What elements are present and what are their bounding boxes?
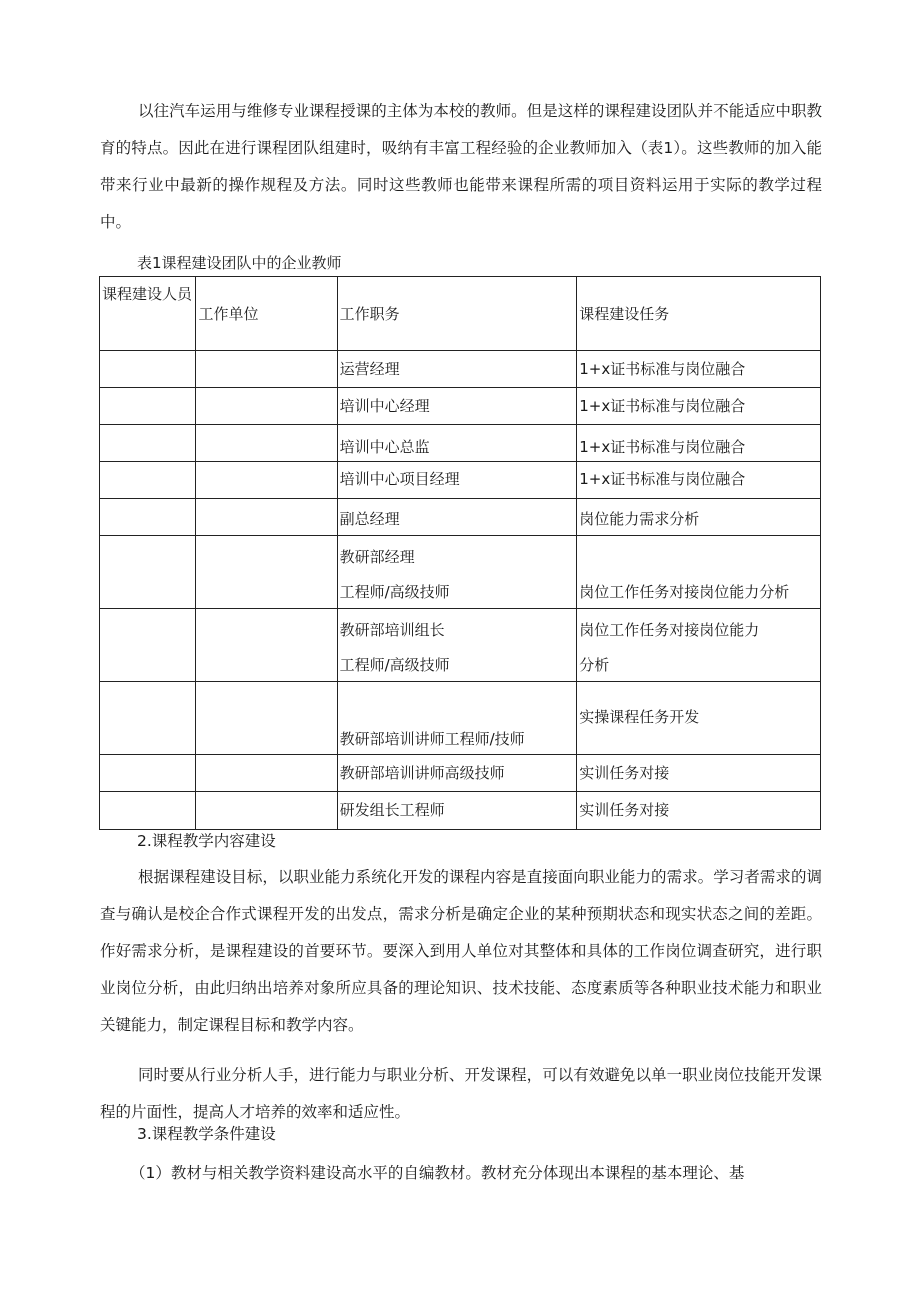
- cell-unit: [196, 682, 337, 755]
- cell-person: [100, 609, 196, 682]
- intro-paragraph: 以往汽车运用与维修专业课程授课的主体为本校的教师。但是这样的课程建设团队并不能适应中职教育的特点。因此在进行课程团队组建时，吸纳有丰富工程经验的企业教师加入（表1）。这些教师的加入能带来行业中最新的操作规程及方法。同时这些教师也能带来课程所需的项目资料运用于实际的教学过程中。: [100, 102, 822, 231]
- table-row: [100, 536, 821, 609]
- teacher-table: [99, 276, 821, 830]
- cell-position: [337, 609, 577, 682]
- task-line: 实操课程任务开发: [579, 708, 700, 726]
- position-line: 教研部培训讲师高级技师: [339, 764, 505, 782]
- cell-task: [577, 462, 821, 499]
- position-line: 培训中心项目经理: [339, 470, 460, 488]
- cell-unit: [196, 462, 337, 499]
- header-task: 课程建设任务: [577, 277, 821, 351]
- cell-unit: [196, 755, 337, 792]
- cell-person: [100, 351, 196, 388]
- cell-position: [337, 425, 577, 462]
- cell-task: [577, 351, 821, 388]
- cell-position: [337, 682, 577, 755]
- task-line: 岗位工作任务对接岗位能力: [579, 621, 760, 639]
- cell-task: [577, 682, 821, 755]
- header-unit: 工作单位: [196, 277, 337, 351]
- task-line: 1+x证书标准与岗位融合: [579, 438, 746, 456]
- position-line: 副总经理: [339, 510, 400, 528]
- section2-paragraph-2: 同时要从行业分析人手，进行能力与职业分析、开发课程，可以有效避免以单一职业岗位技能开发课程的片面性，提高人才培养的效率和适应性。: [100, 1066, 822, 1121]
- position-line: 运营经理: [339, 360, 400, 378]
- cell-person: [100, 792, 196, 830]
- cell-person: [100, 425, 196, 462]
- position-line: 工程师/高级技师: [339, 656, 450, 674]
- cell-unit: [196, 425, 337, 462]
- cell-position: [337, 792, 577, 830]
- table-header-row: [100, 277, 821, 351]
- cell-person: [100, 682, 196, 755]
- table-row: [100, 682, 821, 755]
- cell-unit: [196, 499, 337, 536]
- task-line: 岗位工作任务对接岗位能力分析: [579, 583, 790, 601]
- cell-unit: [196, 609, 337, 682]
- header-person: 课程建设人员: [100, 277, 196, 351]
- cell-person: [100, 755, 196, 792]
- cell-unit: [196, 536, 337, 609]
- position-line: 研发组长工程师: [339, 801, 445, 819]
- cell-person: [100, 536, 196, 609]
- task-line: 1+x证书标准与岗位融合: [579, 397, 746, 415]
- cell-task: [577, 388, 821, 425]
- task-line: 实训任务对接: [579, 801, 670, 819]
- cell-position: [337, 499, 577, 536]
- section2-paragraph: 根据课程建设目标，以职业能力系统化开发的课程内容是直接面向职业能力的需求。学习者需求的调查与确认是校企合作式课程开发的出发点，需求分析是确定企业的某种预期状态和现实状态之间的差距。作好需求分析，是课程建设的首要环节。要深入到用人单位对其整体和具体的工作岗位调查研究，进行职业岗位分析，由此归纳出培养对象所应具备的理论知识、技术技能、态度素质等各种职业技术能力和职业关键能力，制定课程目标和教学内容。: [100, 868, 822, 1034]
- position-line: 教研部经理: [339, 548, 415, 566]
- cell-position: [337, 351, 577, 388]
- cell-unit: [196, 792, 337, 830]
- table-row: [100, 462, 821, 499]
- cell-position: [337, 536, 577, 609]
- table-row: [100, 388, 821, 425]
- task-line: 1+x证书标准与岗位融合: [579, 470, 746, 488]
- cell-task: [577, 499, 821, 536]
- cell-task: [577, 609, 821, 682]
- section3-heading: 3.课程教学条件建设: [137, 1125, 276, 1143]
- table-row: [100, 499, 821, 536]
- table-row: [100, 792, 821, 830]
- cell-person: [100, 499, 196, 536]
- header-position: 工作职务: [337, 277, 577, 351]
- section3-paragraph: （1）教材与相关教学资料建设高水平的自编教材。教材充分体现出本课程的基本理论、基: [130, 1164, 745, 1182]
- cell-unit: [196, 351, 337, 388]
- cell-unit: [196, 388, 337, 425]
- table-row: [100, 425, 821, 462]
- cell-position: [337, 462, 577, 499]
- table-caption: 表1课程建设团队中的企业教师: [137, 254, 342, 272]
- position-line: 培训中心总监: [339, 438, 430, 456]
- table-row: [100, 351, 821, 388]
- table-row: [100, 755, 821, 792]
- task-line: 实训任务对接: [579, 764, 670, 782]
- cell-task: [577, 425, 821, 462]
- position-line: 教研部培训讲师工程师/技师: [339, 730, 525, 748]
- position-line: 教研部培训组长: [339, 621, 445, 639]
- task-line: 岗位能力需求分析: [579, 510, 700, 528]
- cell-task: [577, 536, 821, 609]
- cell-position: [337, 388, 577, 425]
- section2-heading: 2.课程教学内容建设: [137, 832, 276, 850]
- cell-person: [100, 462, 196, 499]
- cell-task: [577, 755, 821, 792]
- cell-position: [337, 755, 577, 792]
- table-row: [100, 609, 821, 682]
- cell-task: [577, 792, 821, 830]
- position-line: 工程师/高级技师: [339, 583, 450, 601]
- cell-person: [100, 388, 196, 425]
- task-line: 分析: [579, 656, 610, 674]
- task-line: 1+x证书标准与岗位融合: [579, 360, 746, 378]
- position-line: 培训中心经理: [339, 397, 430, 415]
